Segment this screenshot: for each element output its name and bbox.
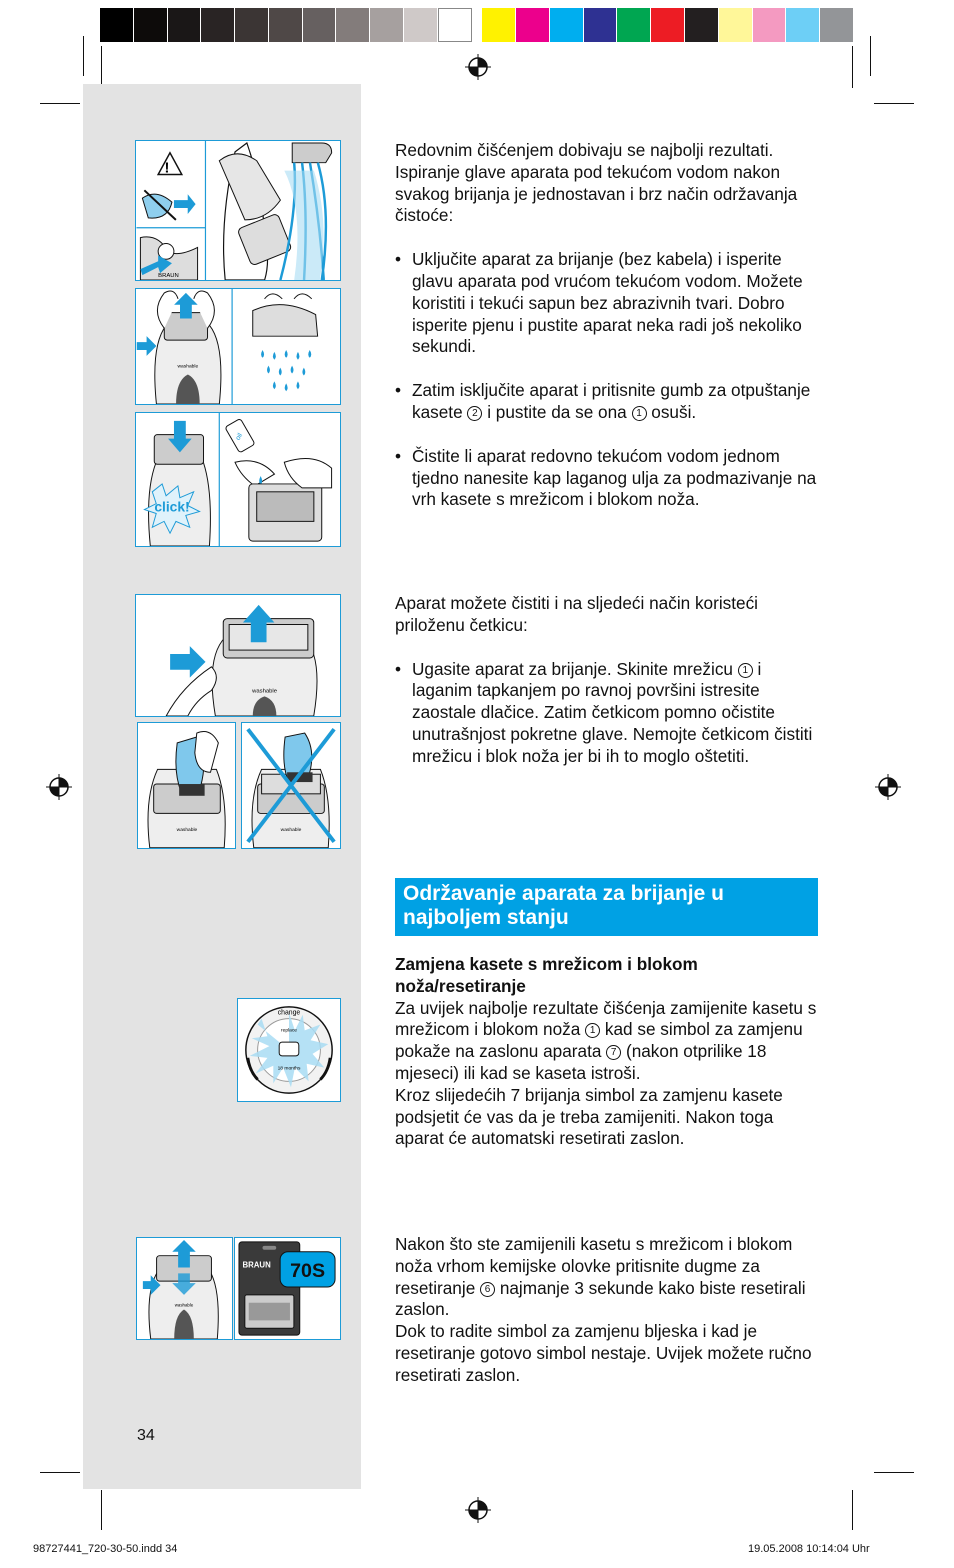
crop-mark xyxy=(870,36,871,76)
reset-text: najmanje 3 sekunde kako biste resetirali zaslon. xyxy=(395,1277,806,1320)
bullet-release-text: Zatim isključite aparat i pritisnite gumb za otpuštanje kasete xyxy=(412,380,811,422)
color-swatch xyxy=(370,8,404,42)
replacement-text: (nakon otprilike 18 mjeseci) ili kad se kaseta istroši. xyxy=(395,1041,767,1083)
washable-label: washable xyxy=(177,364,199,370)
crop-mark xyxy=(852,46,853,88)
meter-text-inner: replace xyxy=(280,1028,298,1034)
registration-mark-icon xyxy=(875,774,901,800)
registration-mark-icon xyxy=(46,774,72,800)
replace-meter-illustration xyxy=(238,999,340,1101)
crop-mark xyxy=(874,103,914,104)
color-swatch xyxy=(550,8,584,42)
callout-number: 1 xyxy=(738,663,753,678)
color-swatch xyxy=(719,8,753,42)
model-label: 70S xyxy=(290,1260,326,1283)
figure-remove-foil xyxy=(135,594,341,717)
figure-brush-incorrect xyxy=(241,722,341,849)
crop-mark xyxy=(83,36,84,76)
meter-text-outer: change xyxy=(277,1009,301,1017)
crop-mark xyxy=(874,1472,914,1473)
brand-mark: BRAUN xyxy=(158,273,179,280)
crop-mark xyxy=(852,1490,853,1530)
color-swatch xyxy=(269,8,303,42)
color-swatch xyxy=(100,8,134,42)
color-swatch xyxy=(482,8,516,42)
oil-label: oil xyxy=(234,432,245,442)
brush-incorrect-illustration xyxy=(242,723,340,848)
release-illustration xyxy=(136,289,340,404)
color-swatch xyxy=(516,8,550,42)
color-swatch xyxy=(820,8,854,42)
arrow-right-icon xyxy=(170,646,205,677)
color-swatch xyxy=(584,8,618,42)
reset-instructions xyxy=(395,1234,825,1387)
cassette-symbol-icon xyxy=(279,1042,299,1056)
crop-mark xyxy=(40,103,80,104)
color-bar-gap xyxy=(472,8,482,42)
bullet-brush xyxy=(395,659,825,768)
rinse-illustration xyxy=(136,141,340,280)
cleaning-intro: Redovnim čišćenjem dobivaju se najbolji rezultati. Ispiranje glave aparata pod tekućom vodom nakon svakog brijanja je jednostavan i brz način održavanja čistoće: xyxy=(395,140,798,226)
page-number: 34 xyxy=(137,1427,155,1444)
cleaning-instructions xyxy=(395,140,825,511)
registration-mark-icon xyxy=(465,1497,491,1523)
crop-mark xyxy=(101,1490,102,1530)
callout-number: 1 xyxy=(585,1023,600,1038)
replacement-subheading: Zamjena kasete s mrežicom i blokom noža/resetiranje xyxy=(395,954,698,996)
click-label: click! xyxy=(154,499,190,515)
bullet-release-text: i pustite da se ona xyxy=(487,401,627,422)
meter-text-months: 18 months xyxy=(277,1066,301,1072)
color-swatch xyxy=(617,8,651,42)
registration-mark-icon xyxy=(465,54,491,80)
color-swatch xyxy=(438,8,473,42)
washable-label: washable xyxy=(176,828,198,834)
bullet-release-text: osuši. xyxy=(651,401,697,422)
warning-symbol: ! xyxy=(164,160,170,177)
replacement-pack-illustration xyxy=(235,1238,340,1339)
oil-illustration xyxy=(136,413,340,546)
arrow-right-icon xyxy=(137,336,157,356)
replacement-instructions xyxy=(395,954,825,1150)
color-swatch xyxy=(753,8,787,42)
color-swatch xyxy=(303,8,337,42)
figure-replacement-pack xyxy=(234,1237,341,1340)
color-swatch xyxy=(336,8,370,42)
brush-intro: Aparat možete čistiti i na sljedeći način koristeći priloženu četkicu: xyxy=(395,593,759,635)
reminder-paragraph: Kroz slijedećih 7 brijanja simbol za zamjenu kasete podsjetit će vas da je treba zamijeniti. Nakon toga aparat će automatski resetirati zaslon. xyxy=(395,1084,783,1149)
figure-release-cassette xyxy=(135,288,341,405)
footer-timestamp: 19.05.2008 10:14:04 Uhr xyxy=(748,1543,870,1555)
figure-brush-correct xyxy=(137,722,236,849)
crop-mark xyxy=(101,46,102,88)
figure-replace-meter xyxy=(237,998,341,1102)
color-swatch xyxy=(235,8,269,42)
washable-label: washable xyxy=(174,1302,194,1308)
color-swatch xyxy=(201,8,235,42)
bullet-oil: • Čistite li aparat redovno tekućom vodom jednom tjedno nanesite kap laganog ulja za podmazivanje na vrh kasete s mrežicom i blokom noža. xyxy=(395,446,825,511)
figure-oil-and-click xyxy=(135,412,341,547)
color-calibration-bar xyxy=(100,8,854,42)
reset-paragraph xyxy=(395,1234,825,1321)
bullet-release xyxy=(395,380,825,424)
color-swatch xyxy=(685,8,719,42)
warning-icon xyxy=(158,153,182,175)
bullet-brush-text: Ugasite aparat za brijanje. Skinite mrežicu xyxy=(412,658,733,679)
replacement-paragraph xyxy=(395,998,825,1085)
reset-flash-paragraph: Dok to radite simbol za zamjenu bljeska i kad je resetiranje gotovo simbol nestaje. Uvijek možete ručno resetirati zaslon. xyxy=(395,1321,812,1385)
bullet-brush-text: i laganim tapkanjem po ravnoj površini istresite zaostale dlačice. Zatim četkicom pomno očistite unutrašnjost pokretne glave. Nemojte četkicom čistiti mrežicu i blok noža jer bi ih to moglo oštetiti. xyxy=(412,658,813,766)
color-swatch xyxy=(651,8,685,42)
washable-label: washable xyxy=(252,688,278,695)
color-swatch xyxy=(134,8,168,42)
pack-brand: BRAUN xyxy=(242,1260,271,1270)
figure-reset-shaver xyxy=(136,1237,233,1340)
reset-text: Nakon što ste zamijenili kasetu s mrežicom i blokom noža vrhom kemijske olovke pritisnite dugme za resetiranje xyxy=(395,1234,793,1298)
callout-number: 7 xyxy=(606,1045,621,1060)
arrow-icon xyxy=(174,194,196,214)
section-heading: Održavanje aparata za brijanje u najboljem stanju xyxy=(395,878,818,936)
replacement-text: kad se simbol za zamjenu pokaže na zaslonu aparata xyxy=(395,1019,803,1062)
figure-rinse-under-tap xyxy=(135,140,341,281)
reset-shaver-illustration xyxy=(137,1238,232,1339)
brush-correct-illustration xyxy=(138,723,235,848)
replacement-text: Za uvijek najbolje rezultate čišćenja zamijenite kasetu s mrežicom i blokom noža xyxy=(395,997,817,1040)
bullet-rinse: • Uključite aparat za brijanje (bez kabela) i isperite glavu aparata pod vrućom tekućom vodom. Možete koristiti i tekući sapun bez abrazivnih tvari. Dobro isperite pjenu i pustite aparat neka radi još nekoliko sekundi. xyxy=(395,249,825,358)
callout-number: 1 xyxy=(632,406,647,421)
brush-instructions xyxy=(395,593,825,768)
washable-label: washable xyxy=(280,828,302,834)
color-swatch xyxy=(404,8,438,42)
crop-mark xyxy=(40,1472,80,1473)
footer-file-info: 98727441_720-30-50.indd 34 xyxy=(33,1543,178,1555)
callout-number: 6 xyxy=(480,1282,495,1297)
callout-number: 2 xyxy=(467,406,482,421)
color-swatch xyxy=(168,8,202,42)
color-swatch xyxy=(786,8,820,42)
remove-foil-illustration xyxy=(136,595,340,716)
